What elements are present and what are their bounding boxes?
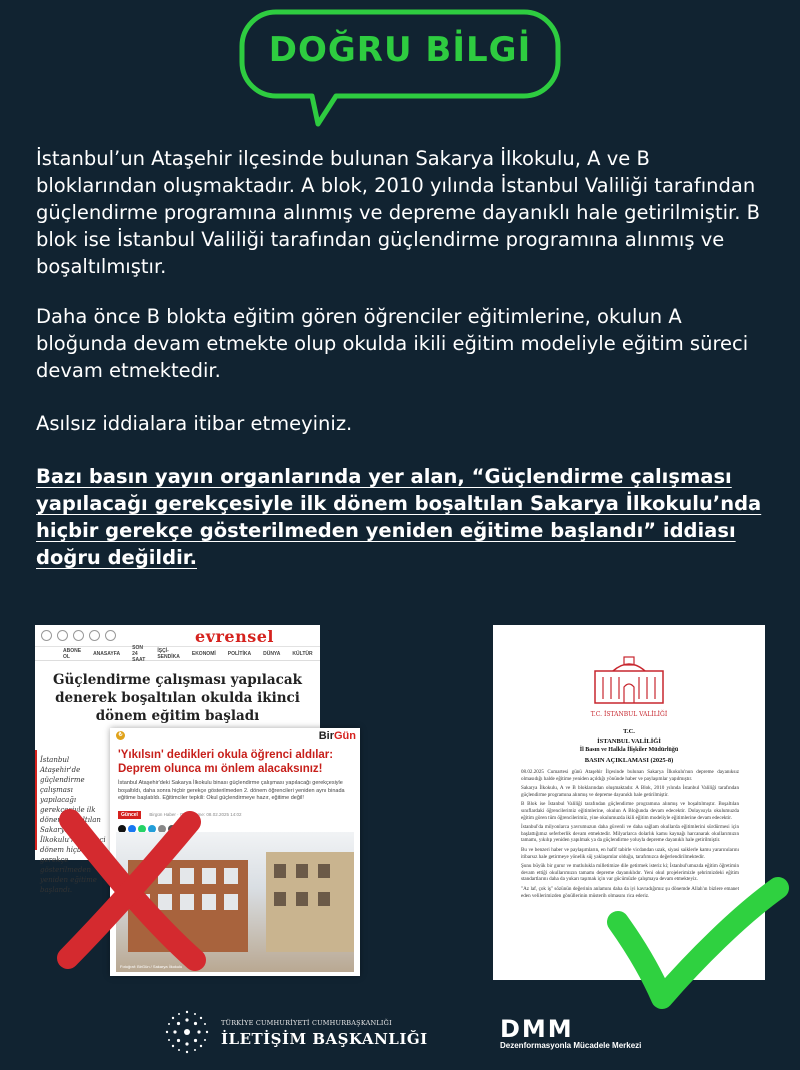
doc-paragraph: B Blok ise İstanbul Valiliği tarafından güçlendirme programına alınmış ve boşaltılmıştır. Boşaltılan sınıflardaki öğrencilerimiz eğitimlerine, okulun A Bloğunda devam edecektir. Dolayısıyla okulumuzda eğitim gören tüm öğrencilerimiz, yine okulumuzda ikili eğitim modeliyle eğitimlerine devam edecektir.	[521, 801, 739, 821]
badge-label: DOĞRU BİLGİ	[268, 30, 532, 70]
x-icon	[41, 630, 52, 641]
news-nav	[35, 644, 320, 663]
nav-item: POLİTİKA	[227, 650, 252, 657]
checkmark-icon	[600, 880, 790, 1020]
paragraph-school-blocks: İstanbul’un Ataşehir ilçesinde bulunan Sakarya İlkokulu, A ve B bloklarından oluşmaktadır. A blok, 2010 yılında İstanbul Valiliği tarafından güçlendirme programına alınmış ve depreme dayanıklı hale getirilmiştir. B blok ise İstanbul Valiliği tarafından güçlendirme programına alınmış ve boşaltılmıştır.	[36, 147, 761, 278]
evrensel-logo: evrensel	[195, 627, 274, 646]
nav-item: SON 24 SAAT	[132, 644, 146, 663]
nav-item: KÜLTÜR	[292, 650, 313, 657]
nav-item: ABONE OL	[63, 647, 82, 660]
window	[296, 892, 308, 906]
cross-icon	[40, 800, 220, 975]
window	[224, 894, 238, 910]
doc-paragraph: "Az laf, çok iş" sözünün değerinin anlamını daha da iyi kavradığımız şu dönemde Allah'ın bizlere emanet eden velilerimizden gönüllerinin müsterih olmasını rica ederiz.	[521, 885, 739, 899]
doc-paragraph: Sakarya İlkokulu, A ve B bloklarından oluşmaktadır. A Blok, 2010 yılında İstanbul Valiliği tarafından güçlendirme programına alınmış ve depreme dayanıklı hale getirilmiştir.	[521, 785, 739, 798]
news-header	[110, 728, 360, 742]
news-meta: Birgün Haber · Güncelleme: 08.02.2025 14:02	[149, 811, 242, 817]
telegram-icon	[89, 630, 100, 641]
news-summary: İstanbul Ataşehir'de güçlendirme çalışması yapılacağı gerekçesiyle ilk dönem boşaltılan Sakarya İlkokulu'nda ikinci dönem hiçbir gerekçe gösterilmeden yeniden eğitime başlandı.	[40, 756, 106, 894]
doc-paragraph: İstanbul'da milyonlarca yavrumuzun daha güvenli ve daha sağlam okullarda eğitimlerini sürdürmesi için başlattığımız seferberlik devam etmektedir. Milyarlarca dolarlık kamu kaynağı harcanarak okullarımızın tamamı, yıkılıp yeniden yapılmak ya da güçlendirme yoluyla depreme dayanıklı hale getirilmiştir.	[521, 824, 739, 844]
window	[274, 892, 286, 906]
quote-bar	[35, 750, 37, 850]
governorship-label: T.C. İSTANBUL VALİLİĞİ	[590, 711, 668, 718]
coin-icon: ₺	[116, 731, 125, 740]
doc-paragraph: Bu ve benzeri haber ve paylaşımların, en hafif tabirle vicdandan uzak, siyasi saiklerle kamu yararınılarını itibarsız hale getirmeye yönelik süj yaklaşımlar olduğu, tarafımızca değerlendirilmektedir.	[521, 846, 739, 860]
photo-caption: Fotoğraf: BirGün / Sakarya İlkokulu	[120, 964, 183, 969]
birgun-logo: BirGün	[318, 730, 356, 742]
doc-heading: İl Basın ve Halkla İlişkiler Müdürlüğü	[579, 747, 679, 753]
nav-item: DÜNYA	[263, 650, 281, 657]
doc-paragraph: Şunu büyük bir gurur ve mutlulukla milletimize dile getirmek isteriz ki; İstanbul'umuzda eğitim öğretimin devam ettiği okullarımızın tamamı depreme dayanıklıdır. Yeni okul projelerimizle şehrimizdeki eğitim standartlarını daha da yukarı taşımak için var gücümüzle çalışmaya devam etmekteyiz.	[521, 863, 739, 883]
nav-item: ANASAYFA	[93, 650, 121, 657]
news-headline: Güçlendirme çalışması yapılacak denerek boşaltılan okulda ikinci dönem eğitim başladı	[53, 672, 302, 724]
news-headline: 'Yıkılsın' dedikleri okula öğrenci aldılar: Deprem olunca mı önlem alacaksınız!	[118, 749, 334, 775]
whatsapp-icon	[73, 630, 84, 641]
facebook-icon	[57, 630, 68, 641]
correct-info-badge	[238, 8, 562, 128]
doc-heading: İSTANBUL VALİLİĞİ	[597, 738, 661, 745]
paragraph-education-continues: Daha önce B blokta eğitim gören öğrenciler eğitimlerine, okulun A bloğunda devam etmekte olup okulda ikili eğitim modeliyle eğitim süreci devam etmektedir.	[36, 305, 749, 382]
news-toolbar	[35, 625, 320, 647]
email-icon	[105, 630, 116, 641]
presidency-communications-emblem	[164, 1009, 210, 1055]
nav-item: İŞÇİ-SENDİKA	[157, 647, 180, 660]
doc-paragraph: 08.02.2025 Cumartesi günü Ataşehir İlçesinde bulunan Sakarya İlkokulu'nun depreme dayanıksız olmasıdığı halde eğitime yeniden açıldığı yönünde haber ve paylaşımlar yapılmıştır.	[521, 769, 739, 782]
doc-heading: T.C.	[623, 728, 635, 735]
news-lead: İstanbul Ataşehir'deki Sakarya İlkokulu binası güçlendirme çalışması yapılacağı gerekçesiyle boşaltıldı, daha sonra hiçbir gerekçe gösterilmeden 2. dönem öğrencileri yeniden aynı binada eğitime başlatıldı. Eğitimciler tepkili: Okul güçlendirmeye hazır, eğitime değil!	[118, 780, 345, 801]
nav-item: EKONOMİ	[191, 650, 216, 657]
doc-heading: BASIN AÇIKLAMASI (2025-8)	[584, 757, 674, 764]
communications-directorate-label: İLETİŞİM BAŞKANLIĞI	[221, 1030, 428, 1048]
window	[274, 864, 286, 878]
dmm-subtitle: Dezenformasyonla Mücadele Merkezi	[500, 1041, 642, 1050]
category-tag: Güncel	[118, 811, 141, 819]
window	[318, 892, 330, 906]
presidency-label: TÜRKİYE CUMHURİYETİ CUMHURBAŞKANLIĞI	[221, 1019, 392, 1027]
dmm-logo: DMM	[500, 1015, 574, 1043]
window	[224, 868, 238, 884]
window	[318, 864, 330, 878]
paragraph-warning: Asılsız iddialara itibar etmeyiniz.	[36, 412, 353, 435]
window	[296, 864, 308, 878]
paragraph-claim-false: Bazı basın yayın organlarında yer alan, “Güçlendirme çalışması yapılacağı gerekçesiyle ilk dönem boşaltılan Sakarya İlkokulu’nda hiçbir gerekçe gösterilmeden yeniden eğitime başlandı” iddiası doğru değildir.	[36, 465, 762, 569]
istanbul-governorship-building-icon	[591, 653, 667, 707]
